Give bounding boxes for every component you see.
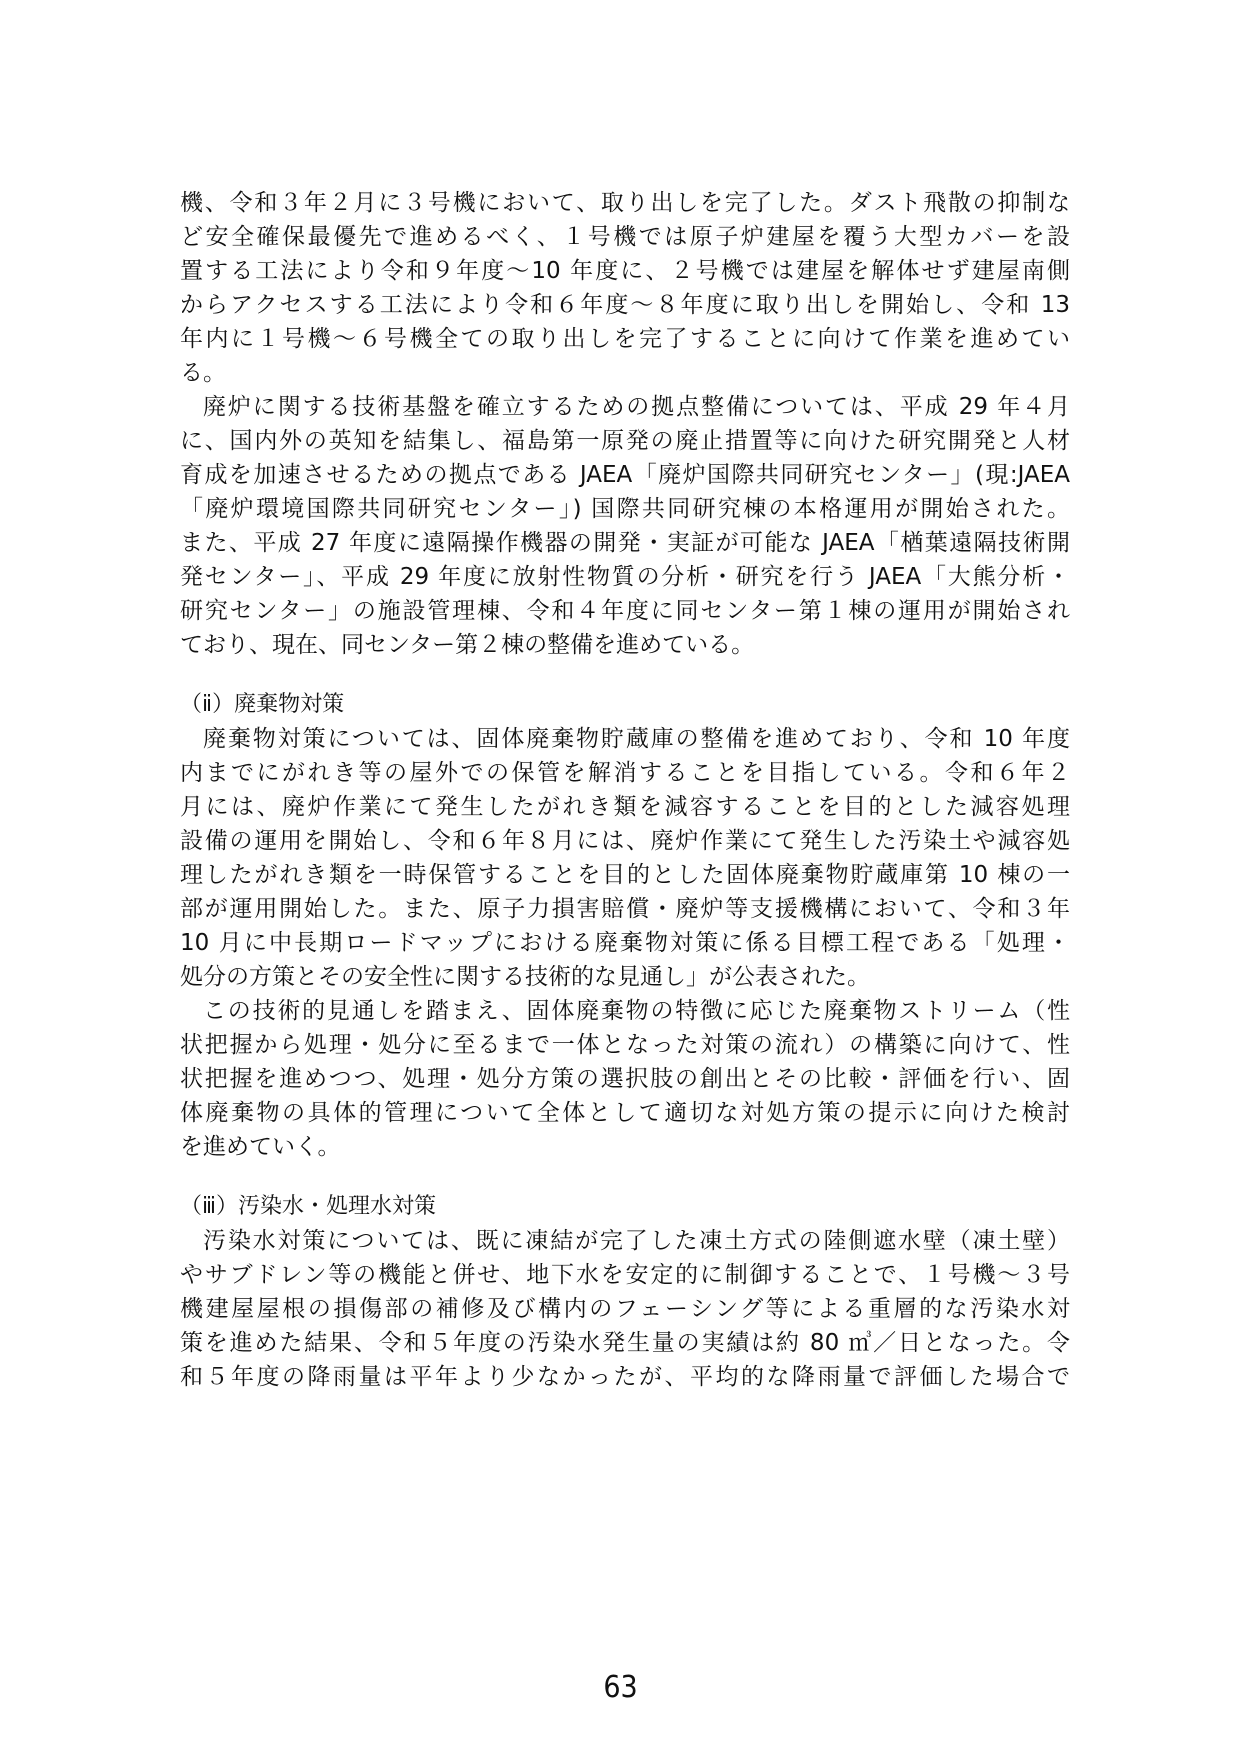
text-line: 策を進めた結果、令和５年度の汚染水発生量の実績は約 80 ㎥／日となった。令: [180, 1330, 1070, 1356]
text-line: また、平成 27 年度に遠隔操作機器の開発・実証が可能な JAEA「楢葉遠隔技術開: [180, 530, 1070, 556]
text-line: 状把握から処理・処分に至るまで一体となった対策の流れ）の構築に向けて、性: [180, 1032, 1070, 1058]
text-line: 月には、廃炉作業にて発生したがれき類を減容することを目的とした減容処理: [180, 794, 1070, 820]
text-line: 育成を加速させるための拠点である JAEA「廃炉国際共同研究センター」(現:JAEA: [180, 462, 1070, 488]
text-line: 年内に１号機〜６号機全ての取り出しを完了することに向けて作業を進めてい: [180, 326, 1070, 352]
text-line: 機建屋屋根の損傷部の補修及び構内のフェーシング等による重層的な汚染水対: [180, 1296, 1070, 1322]
text-line: 設備の運用を開始し、令和６年８月には、廃炉作業にて発生した汚染土や減容処: [180, 828, 1070, 854]
text-line: 廃炉に関する技術基盤を確立するための拠点整備については、平成 29 年４月: [203, 394, 1070, 420]
text-line: 発センター」、平成 29 年度に放射性物質の分析・研究を行う JAEA「大熊分析・: [180, 564, 1070, 590]
text-line: に、国内外の英知を結集し、福島第一原発の廃止措置等に向けた研究開発と人材: [180, 428, 1070, 454]
text-line: 廃棄物対策については、固体廃棄物貯蔵庫の整備を進めており、令和 10 年度: [203, 726, 1070, 752]
text-line: 汚染水対策については、既に凍結が完了した凍土方式の陸側遮水壁（凍土壁）: [203, 1228, 1070, 1254]
text-line: 置する工法により令和９年度〜10 年度に、２号機では建屋を解体せず建屋南側: [180, 258, 1070, 284]
text-line: 部が運用開始した。また、原子力損害賠償・廃炉等支援機構において、令和３年: [180, 896, 1070, 922]
text-line: ており、現在、同センター第２棟の整備を進めている。: [180, 632, 755, 658]
text-line: 処分の方策とその安全性に関する技術的な見通し」が公表された。: [180, 964, 870, 990]
text-line: を進めていく。: [180, 1134, 341, 1160]
text-line: 「廃炉環境国際共同研究センター」) 国際共同研究棟の本格運用が開始された。: [180, 496, 1070, 522]
page-number: 63: [603, 1670, 638, 1705]
text-line: 状把握を進めつつ、処理・処分方策の選択肢の創出とその比較・評価を行い、固: [180, 1066, 1070, 1092]
text-line: る。: [180, 360, 226, 386]
text-line: 理したがれき類を一時保管することを目的とした固体廃棄物貯蔵庫第 10 棟の一: [180, 862, 1070, 888]
text-line: やサブドレン等の機能と併せ、地下水を安定的に制御することで、１号機〜３号: [180, 1262, 1070, 1288]
text-line: 研究センター」の施設管理棟、令和４年度に同センター第１棟の運用が開始され: [180, 598, 1070, 624]
text-line: 体廃棄物の具体的管理について全体として適切な対処方策の提示に向けた検討: [180, 1100, 1070, 1126]
text-line: ど安全確保最優先で進めるべく、１号機では原子炉建屋を覆う大型カバーを設: [180, 224, 1070, 250]
text-line: この技術的見通しを踏まえ、固体廃棄物の特徴に応じた廃棄物ストリーム（性: [203, 998, 1070, 1024]
text-line: 機、令和３年２月に３号機において、取り出しを完了した。ダスト飛散の抑制な: [180, 190, 1070, 216]
text-line: 和５年度の降雨量は平年より少なかったが、平均的な降雨量で評価した場合で: [180, 1364, 1070, 1390]
section-heading-water: （ⅲ）汚染水・処理水対策: [180, 1194, 437, 1219]
text-line: 内までにがれき等の屋外での保管を解消することを目指している。令和６年２: [180, 760, 1070, 786]
text-line: からアクセスする工法により令和６年度〜８年度に取り出しを開始し、令和 13: [180, 292, 1070, 318]
section-heading-waste: （ⅱ）廃棄物対策: [180, 692, 345, 717]
text-line: 10 月に中長期ロードマップにおける廃棄物対策に係る目標工程である「処理・: [180, 930, 1070, 956]
